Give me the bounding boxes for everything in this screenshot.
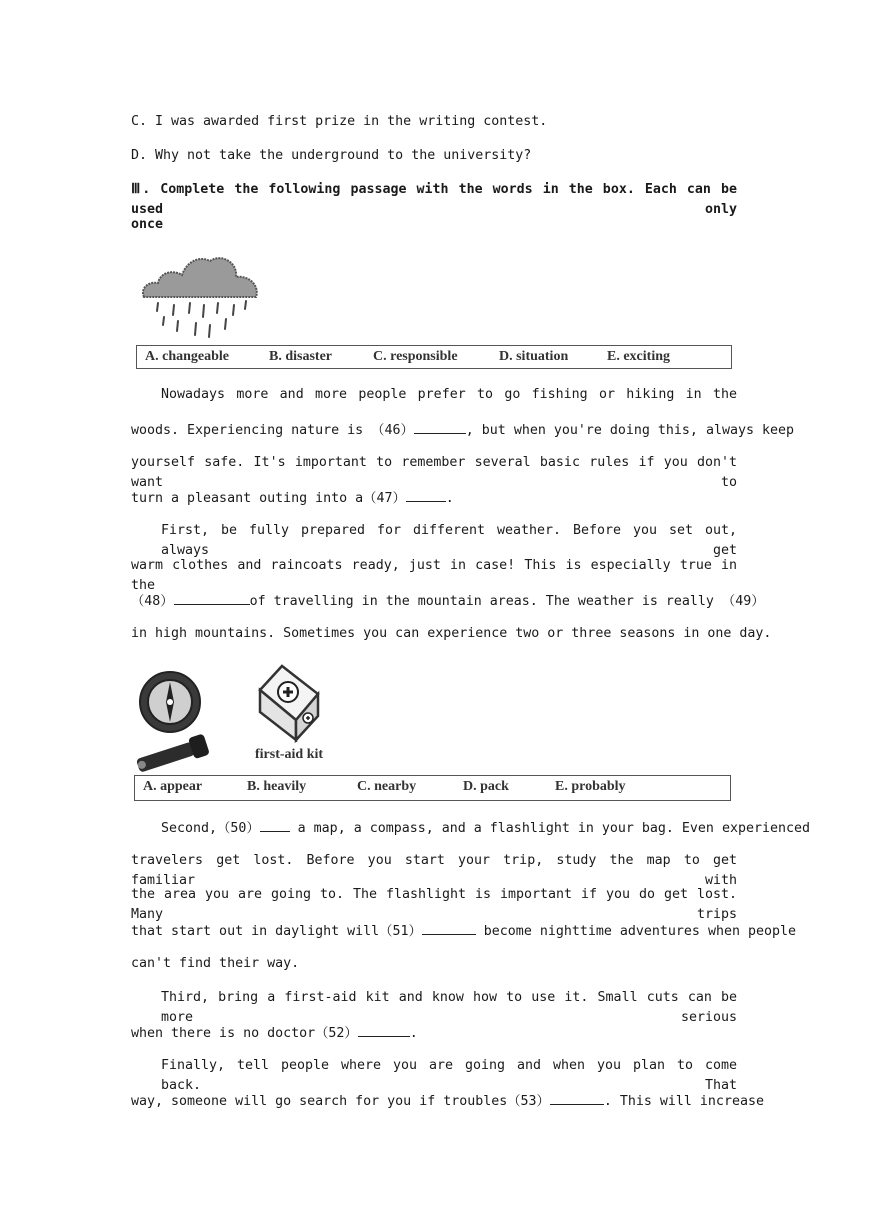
answer-blank-53 — [550, 1090, 604, 1105]
paragraph-line: the area you are going to. The flashlight is important if you do get lost. Many trips — [131, 887, 737, 922]
paragraph-line: warm clothes and raincoats ready, just in case! This is especially true in the — [131, 558, 737, 593]
word-option: A. changeable — [145, 349, 229, 364]
flashlight-icon — [132, 734, 212, 774]
paragraph-line: when there is no doctor（52） . — [131, 1022, 737, 1044]
word-box-1 — [136, 345, 732, 369]
answer-blank-48 — [174, 590, 250, 605]
paragraph-line: that start out in daylight will（51） become nighttime adventures when people — [131, 920, 737, 942]
paragraph-line: Second,（50） a map, a compass, and a flashlight in your bag. Even experienced — [131, 817, 737, 839]
compass-icon — [134, 668, 208, 734]
answer-blank-51 — [422, 920, 476, 935]
paragraph-line: Nowadays more and more people prefer to go fishing or hiking in the — [161, 387, 737, 402]
answer-blank-50 — [260, 817, 290, 832]
option-c: C. I was awarded first prize in the writing contest. — [131, 114, 548, 129]
first-aid-kit-icon — [252, 660, 326, 744]
word-box-2 — [134, 775, 731, 801]
word-option: B. disaster — [269, 349, 332, 364]
word-option: E. probably — [555, 779, 626, 794]
paragraph-line: （48） of travelling in the mountain areas. The weather is really （49） — [131, 590, 737, 612]
paragraph-line: turn a pleasant outing into a（47） . — [131, 487, 737, 509]
answer-blank-47 — [406, 487, 446, 502]
word-option: E. exciting — [607, 349, 670, 364]
paragraph-line: Third, bring a first-aid kit and know how to use it. Small cuts can be more serious — [161, 990, 737, 1025]
word-option: C. responsible — [373, 349, 458, 364]
paragraph-line: can't find their way. — [131, 956, 300, 971]
word-option: A. appear — [143, 779, 203, 794]
section-heading-line1: Ⅲ. Complete the following passage with the words in the box. Each can be used only — [131, 182, 737, 217]
word-option: D. pack — [463, 779, 509, 794]
paragraph-line: in high mountains. Sometimes you can experience two or three seasons in one day. — [131, 626, 772, 641]
first-aid-kit-caption: first-aid kit — [255, 747, 324, 762]
word-option: C. nearby — [357, 779, 417, 794]
paragraph-line: First, be fully prepared for different weather. Before you set out, always get — [161, 523, 737, 558]
paragraph-line: Finally, tell people where you are going and when you plan to come back. That — [161, 1058, 737, 1093]
paragraph-line: way, someone will go search for you if troubles（53） . This will increase — [131, 1090, 737, 1112]
paragraph-line: woods. Experiencing nature is （46） , but when you're doing this, always keep — [131, 419, 737, 441]
paragraph-line: travelers get lost. Before you start your trip, study the map to get familiar with — [131, 853, 737, 888]
paragraph-line: yourself safe. It's important to remember several basic rules if you don't want to — [131, 455, 737, 490]
word-option: B. heavily — [247, 779, 307, 794]
section-heading-line2: once — [131, 217, 164, 232]
rain-cloud-icon — [138, 245, 264, 341]
word-option: D. situation — [499, 349, 569, 364]
answer-blank-46 — [414, 419, 466, 434]
option-d: D. Why not take the underground to the university? — [131, 148, 532, 163]
answer-blank-52 — [358, 1022, 410, 1037]
